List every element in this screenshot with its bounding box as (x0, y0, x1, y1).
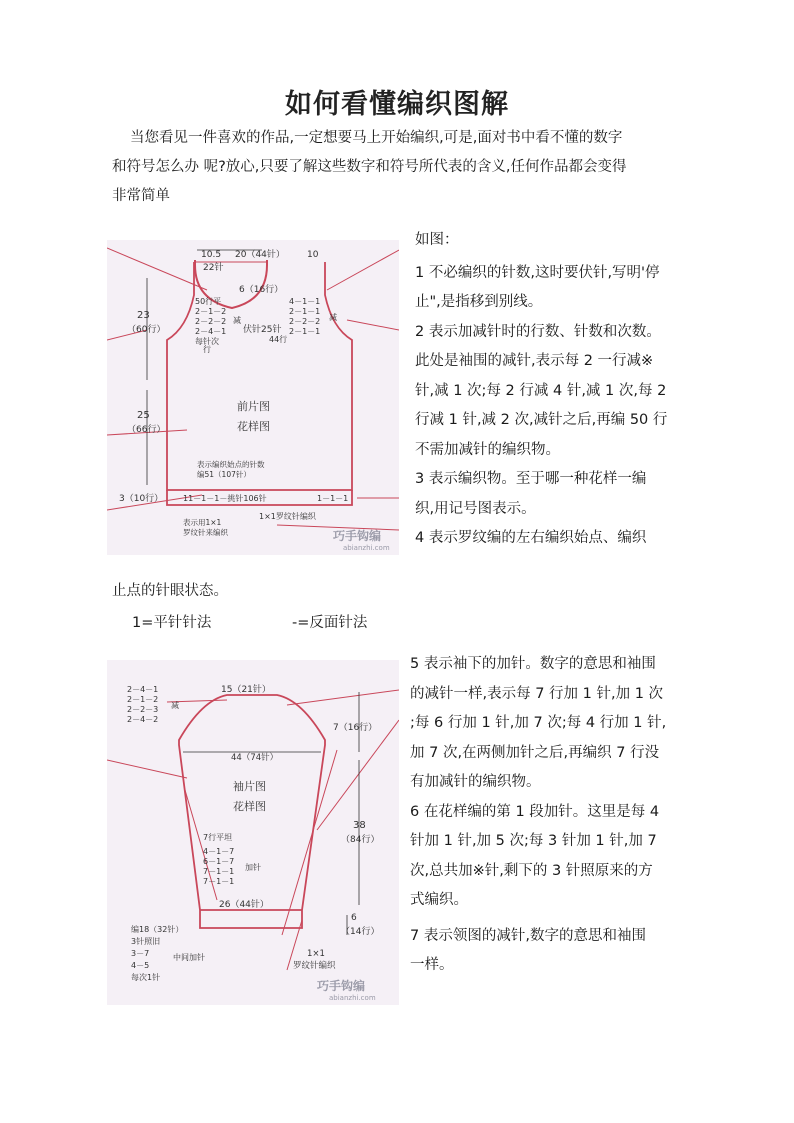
fig1-left-times: 每针次 (195, 337, 219, 346)
fig1-jian-right: 减 (329, 313, 337, 322)
fig2-width44: 44（74针） (231, 753, 279, 763)
fig2-center1: 袖片图 (233, 780, 266, 793)
fig1-left-dec: 2－1－2 (195, 307, 227, 316)
fig2-inc: 7－1－1 (203, 877, 235, 886)
legend-purl: -=反面针法 (292, 615, 368, 631)
fig1-top-mid: 20（44针） (235, 250, 285, 260)
fig2-top: 15（21针） (221, 685, 271, 695)
text-line: ;每 6 行加 1 针,加 7 次;每 4 行加 1 针, (410, 715, 667, 731)
text-line: 不需加减针的编织物。 (415, 441, 560, 458)
fig1-top-right: 10 (307, 250, 319, 260)
text-line: 行减 1 针,减 2 次,减针之后,再编 50 行 (415, 412, 668, 428)
fig1-rib-label: 1×1罗纹针编织 (259, 512, 316, 521)
fig2-cuff-note: 4－5 (131, 961, 150, 970)
fig1-left-dec: 2－4－1 (195, 327, 227, 336)
text-line: 次,总共加※针,剩下的 3 针照原来的方 (410, 862, 653, 879)
fig2-mid-inc: 中间加针 (173, 953, 205, 962)
fig1-jian-left: 减 (233, 316, 241, 325)
fig1-note1: 表示编织始点的针数 (197, 460, 265, 469)
fig2-bottom: 26（44针） (219, 900, 269, 910)
fig1-right-dec: 2－1－1 (289, 307, 321, 316)
fig1-top-left: 10.5 (201, 250, 222, 260)
text-line: 的减针一样,表示每 7 行加 1 针,加 1 次 (410, 685, 664, 702)
text-line: 4 表示罗纹编的左右编织始点、编织 (415, 530, 647, 546)
fig1-right-dec: 2－1－1 (289, 327, 321, 336)
page-title: 如何看懂编织图解 (285, 89, 509, 120)
fig1-left-dec: 2－2－2 (195, 317, 227, 326)
fig2-center2: 花样图 (233, 800, 266, 813)
fig2-rib2: 罗纹针编织 (293, 961, 336, 971)
fig1-rib-pick: 11－1－1－挑针106针 (183, 494, 267, 503)
fig1-h25: 25 (137, 410, 150, 421)
fig1-rows44: 44行 (269, 335, 288, 344)
text-line: 1 不必编织的针数,这时要伏针,写明'停 (415, 264, 660, 281)
fig1-left-rows: 50行平 (195, 297, 222, 306)
fig2-inc: 6－1－7 (203, 857, 235, 866)
fig2-left-dec: 2－4－2 (127, 715, 159, 724)
fig2-watermark-url: abianzhi.com (329, 994, 376, 1002)
fig1-rib-h: 3（10行） (119, 494, 164, 504)
explanation-section-1 (415, 226, 690, 554)
text-line: 5 表示袖下的加针。数字的意思和袖围 (410, 656, 656, 672)
fig1-h23-rows: （60行） (127, 325, 166, 335)
fig1-center1: 前片图 (237, 400, 270, 413)
text-line: 3 表示编织物。至于哪一种花样一编 (415, 471, 647, 487)
text-line: 针,减 1 次;每 2 行减 4 针,减 1 次,每 2 (415, 382, 667, 399)
text-line: 7 表示领图的减针,数字的意思和袖围 (410, 927, 646, 944)
fig2-h6-rows: （14行） (341, 927, 380, 937)
fig2-left-dec: 2－2－3 (127, 705, 159, 714)
text-line: 针加 1 针,加 5 次;每 3 针加 1 针,加 7 (410, 833, 657, 849)
fig2-cuff-note: 3针照旧 (131, 937, 161, 946)
fig1-center2: 花样图 (237, 420, 270, 433)
fig2-cuff-note: 每次1针 (131, 973, 161, 982)
text-line: 如图： (415, 232, 459, 248)
text-line: 此处是袖围的减针,表示每 2 一行减※ (415, 353, 654, 369)
fig2-h6: 6 (351, 913, 357, 923)
text-line: 6 在花样编的第 1 段加针。这里是每 4 (410, 803, 660, 820)
intro-line: 当您看见一件喜欢的作品,一定想要马上开始编织,可是,面对书中看不懂的数字 (130, 130, 623, 146)
fig2-left-dec: 2－4－1 (127, 685, 159, 694)
sleeve-diagram (107, 660, 399, 1005)
text-line: 一样。 (410, 957, 454, 973)
fig1-rib-note2: 罗纹针来编织 (183, 528, 228, 537)
fig2-h38: 38 (353, 820, 366, 831)
fig2-flat: 7行平坦 (203, 833, 233, 842)
text-line: 止",是指移到别线。 (415, 294, 543, 310)
fig2-inc: 4－1－7 (203, 847, 235, 856)
intro-line: 和符号怎么办 呢?放心,只要了解这些数字和符号所代表的含义,任何作品都会变得 (112, 159, 627, 175)
text-line: 加 7 次,在两侧加针之后,再编织 7 行没 (410, 744, 660, 761)
text-line: 2 表示加减针时的行数、针数和次数。 (415, 323, 661, 340)
fig1-neck: 6（16行） (239, 285, 284, 295)
fig1-rib-note1: 表示用1×1 (183, 518, 222, 527)
text-line: 织,用记号图表示。 (415, 500, 536, 517)
fig1-h23: 23 (137, 310, 150, 321)
fig2-right-top: 7（16行） (333, 723, 378, 733)
legend-knit: 1=平针针法 (132, 615, 212, 631)
fig1-note2: 编51（107针） (197, 470, 251, 479)
fig1-left-row: 行 (203, 345, 211, 354)
fig2-jian: 减 (171, 701, 179, 710)
front-panel-diagram (107, 240, 399, 555)
fig2-cuff-note: 编18（32针） (131, 925, 184, 934)
fig1-top-left-st: 22针 (203, 263, 224, 273)
fig2-left-dec: 2－1－2 (127, 695, 159, 704)
intro-line: 非常简单 (112, 188, 170, 204)
text-line-wrap: 止点的针眼状态。 (112, 583, 228, 599)
fig2-inc: 7－1－1 (203, 867, 235, 876)
fig1-watermark: 巧手钩编 (333, 529, 382, 543)
fig2-watermark: 巧手钩编 (317, 979, 366, 993)
fig1-right-dec: 4－1－1 (289, 297, 321, 306)
fig2-cuff-note: 3－7 (131, 949, 150, 958)
fig1-rib-right: 1－1－1 (317, 494, 349, 503)
text-line: 有加减针的编织物。 (410, 774, 541, 790)
fig1-watermark-url: abianzhi.com (343, 544, 390, 552)
fig1-h25-rows: （66行） (127, 425, 166, 435)
fig2-rib1: 1×1 (307, 949, 325, 959)
fig2-jia: 加针 (245, 863, 261, 872)
fig2-h38-rows: （84行） (341, 835, 380, 845)
fig1-right-dec: 2－2－2 (289, 317, 321, 326)
explanation-section-2 (410, 650, 692, 981)
text-line: 式编织。 (410, 892, 468, 908)
fig1-bind: 伏针25针 (243, 325, 282, 335)
intro-paragraph (112, 124, 692, 211)
